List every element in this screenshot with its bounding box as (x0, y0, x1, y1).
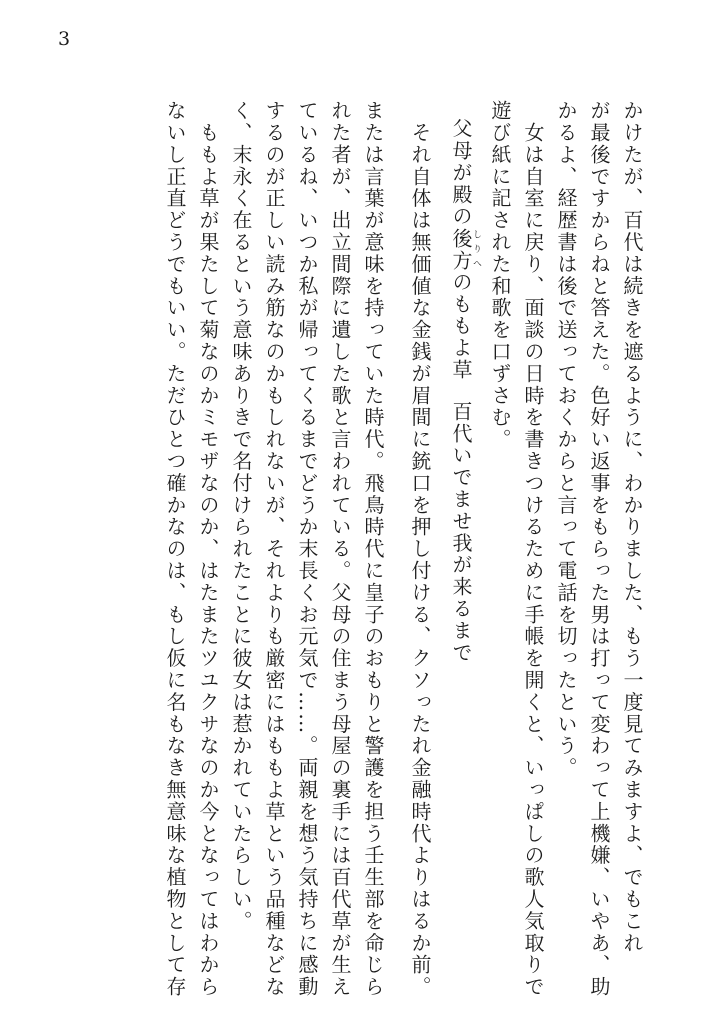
text-line: するのが正しい読み筋なのかもしれないが、それよりも厳密にはももよ草という品種などな (262, 100, 286, 998)
text-line: れた者が、出立間際に遺した歌と言われている。父母の住まう母屋の裏手には百代草が生え (328, 100, 352, 998)
text-line: く、末永く在るという意味ありきで名付けられたことに彼女は惹かれていたらしい。 (229, 100, 253, 933)
text-line: それ自体は無価値な金銭が眉間に銃口を押し付ける、クソったれ金融時代よりはるか前。 (408, 100, 432, 998)
page-body (161, 100, 646, 998)
poem-ruby (449, 227, 481, 272)
text-line: ているね、いつか私が帰ってくるまでどうか末長くお元気で……。両親を想う気持ちに感動 (295, 100, 319, 998)
poem-ruby-base: 後方 (449, 227, 473, 272)
poem-ruby-reading: しりへ (471, 227, 481, 272)
poem-part1-before: 父母が殿の (449, 118, 473, 228)
text-line: ないし正直どうでもいい。ただひとつ確かなのは、もし仮に名もなき無意味な植物として存 (163, 100, 187, 998)
text-line: ももよ草が果たして菊なのかミモザなのか、はたまたツユクサなのか今となってはわから (196, 100, 220, 998)
text-line: または言葉が意味を持っていた時代。飛鳥時代に皇子のおもりと警護を担う壬生部を命じら (361, 100, 385, 998)
text-line: 女は自室に戻り、面談の日時を書きつけるために手帳を開くと、いっぱしの歌人気取りで (521, 100, 545, 998)
text-line: かけたが、百代は続きを遮るように、わかりました、もう一度見てみますよ、でもこれ (620, 100, 644, 955)
poem-line (449, 100, 481, 998)
text-line: かるよ、経歴書は後で送っておくからと言って電話を切ったという。 (554, 100, 578, 779)
text-line: が最後ですからねと答えた。色好い返事をもらった男は打って変わって上機嫌、いやあ、助 (587, 100, 611, 998)
text-line: 遊び紙に記された和歌を口ずさむ。 (488, 100, 512, 451)
page-number: 3 (58, 28, 71, 50)
poem-part1-after: のももよ草 (449, 271, 473, 381)
poem-part2: 百代いでませ我が来るまで (449, 400, 473, 664)
